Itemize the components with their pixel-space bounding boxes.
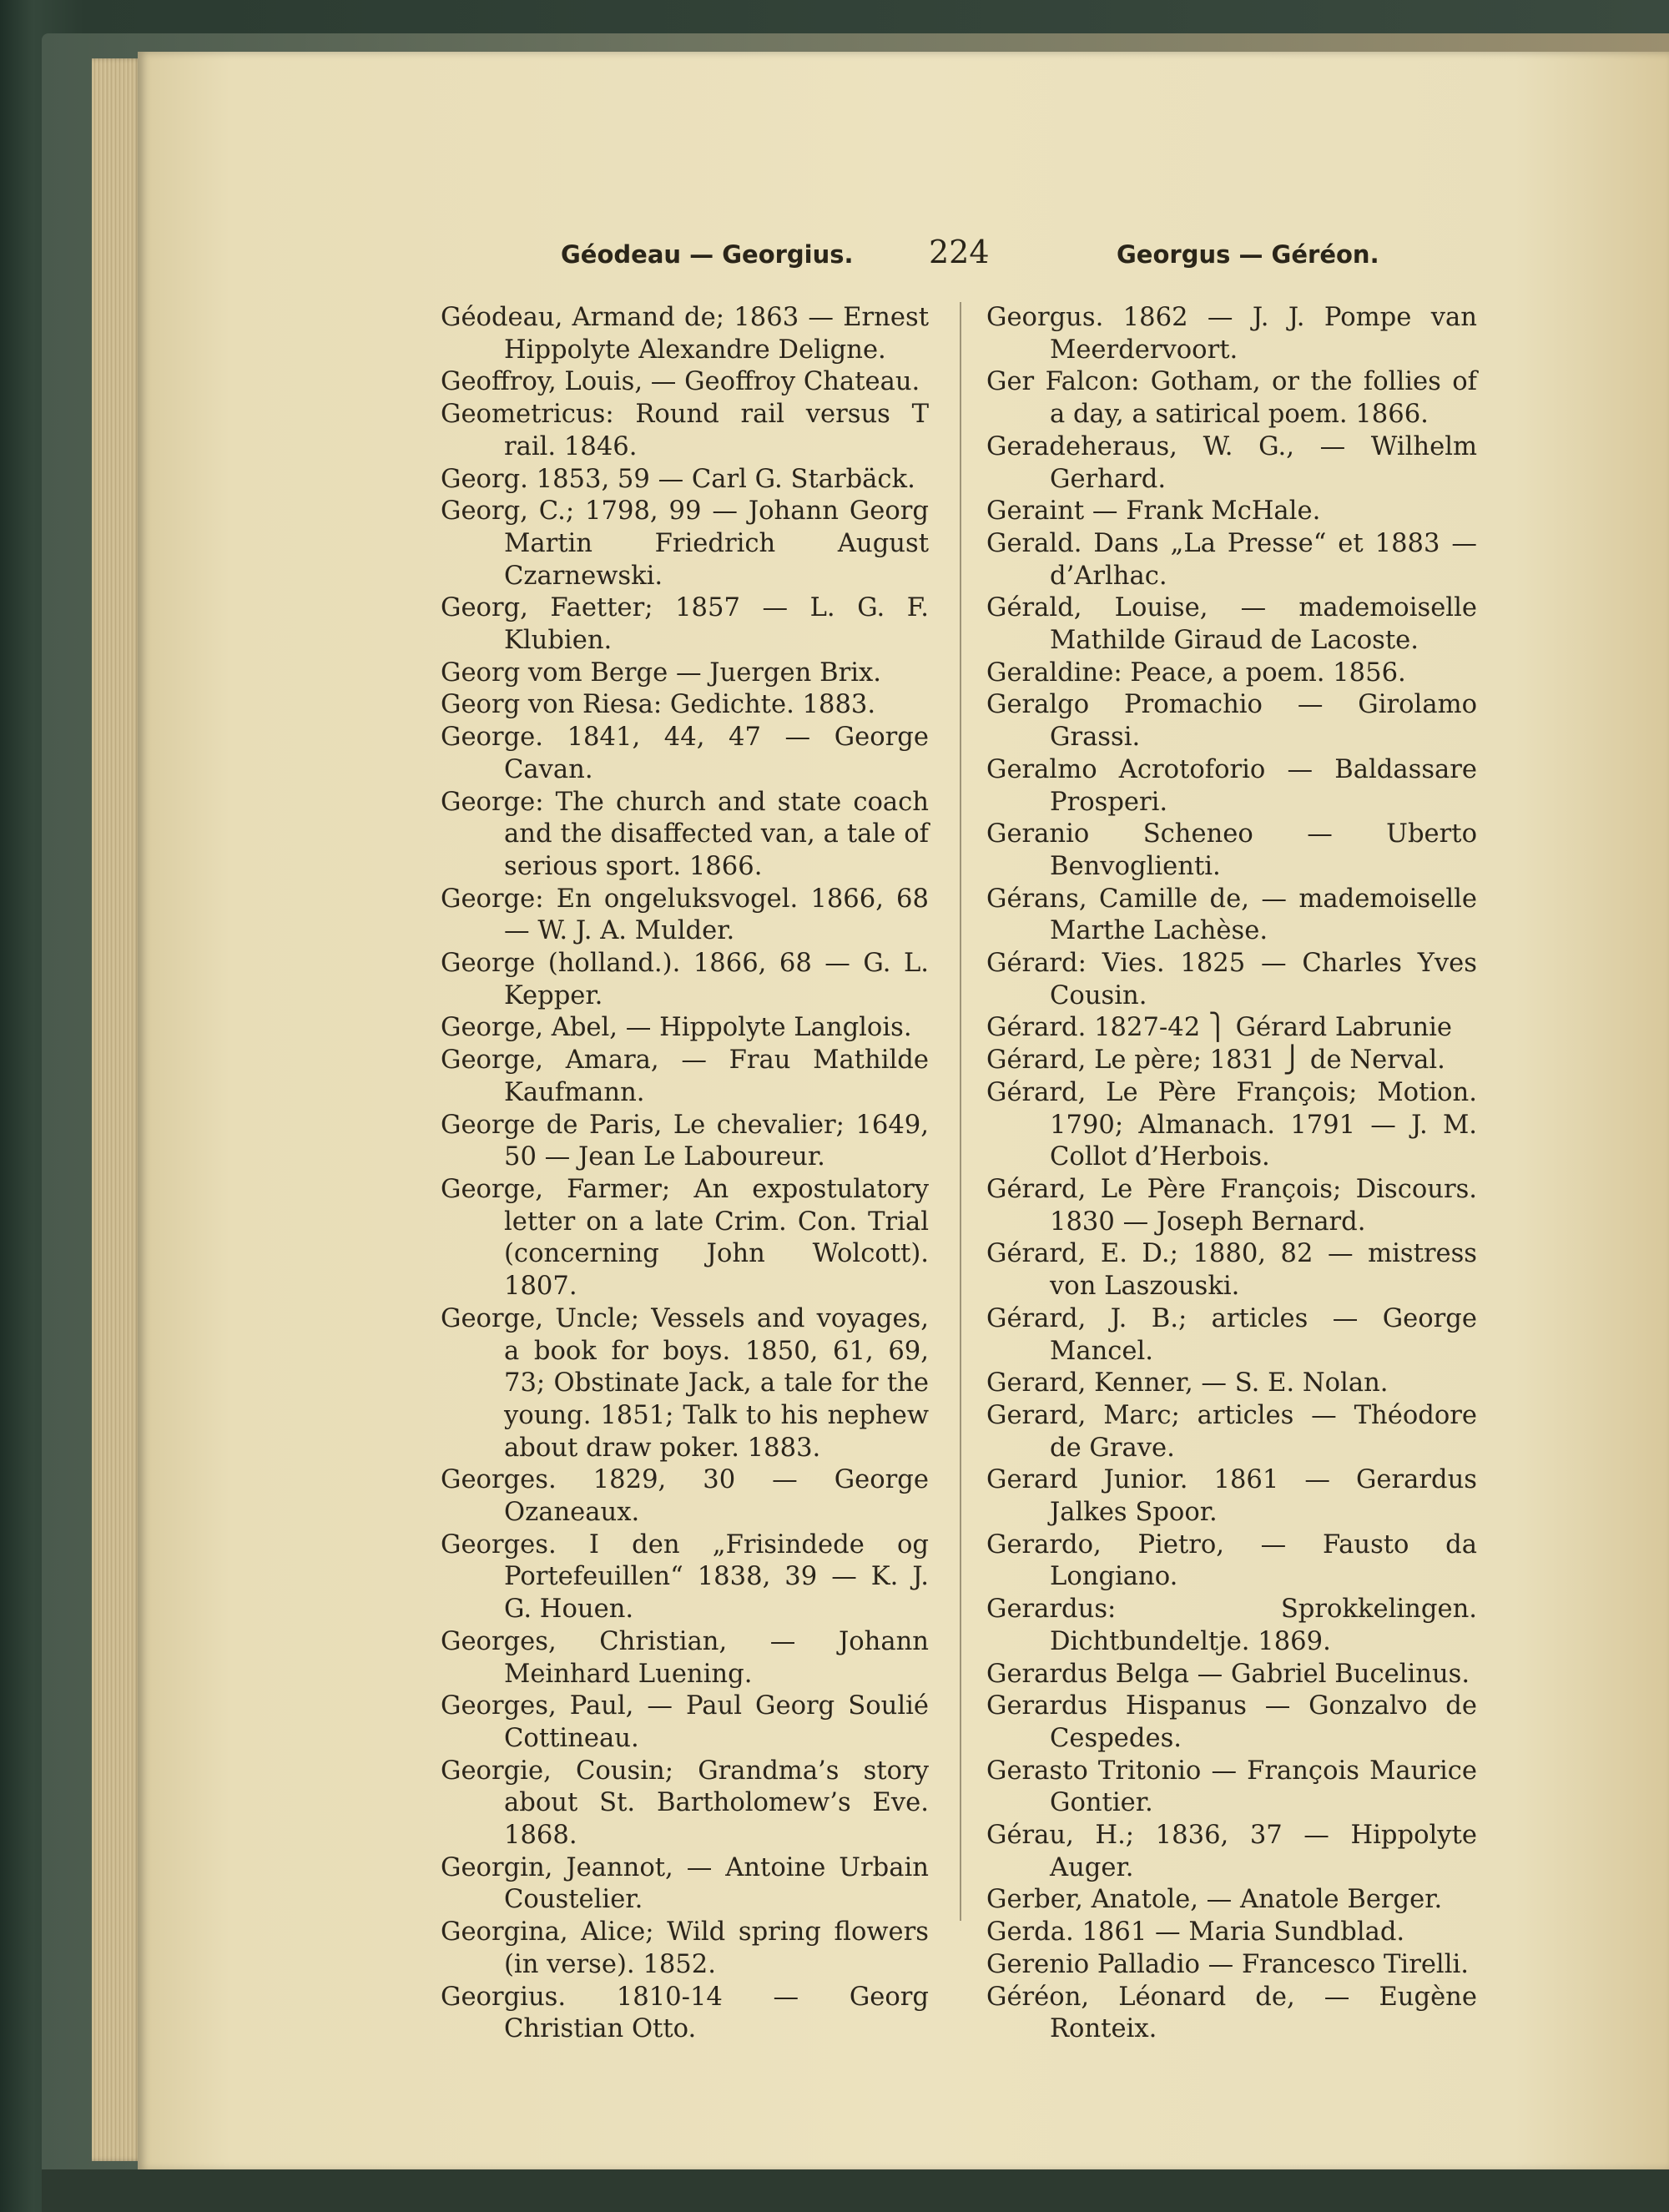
entry: Georg. 1853, 59 — Carl G. Starbäck. (441, 464, 915, 494)
entry: Gerasto Tritonio — François Maurice Gontier. (986, 1756, 1477, 1818)
entry: Georg von Riesa: Gedichte. 1883. (441, 690, 876, 720)
entry: Georgius. 1810-14 — Georg Christian Otto. (441, 1982, 929, 2044)
entry: Gerald. Dans „La Presse“ et 1883 — d’Arlhac. (986, 528, 1477, 591)
entry: Gerardus Hispanus — Gonzalvo de Cespedes. (986, 1691, 1477, 1753)
entry: Geranio Scheneo — Uberto Benvoglienti. (986, 819, 1477, 881)
entry: George: En ongeluksvogel. 1866, 68 — W. J. A. Mulder. (441, 884, 929, 946)
entry: Geralmo Acrotoforio — Baldassare Prosperi. (986, 754, 1477, 817)
entry: Georg, C.; 1798, 99 — Johann Georg Martin Friedrich August Czarnewski. (441, 496, 929, 591)
entry: Georg vom Berge — Juergen Brix. (441, 658, 881, 688)
entry: Georgie, Cousin; Grandma’s story about St. Bartholomew’s Eve. 1868. (441, 1756, 929, 1851)
entry: Geometricus: Round rail versus T rail. 1846. (441, 400, 929, 461)
entry: Gerard, Kenner, — S. E. Nolan. (986, 1368, 1389, 1398)
running-header (0, 234, 1669, 284)
entry: Gerardus: Sprokkelingen. Dichtbundeltje. 1869. (986, 1595, 1477, 1656)
entry: Geralgo Promachio — Girolamo Grassi. (986, 690, 1477, 753)
entry: Geraldine: Peace, a poem. 1856. (986, 658, 1406, 688)
entry: George: The church and state coach and the disaffected van, a tale of serious sport. 1866. (441, 787, 929, 881)
entry: Geradeheraus, W. G., — Wilhelm Gerhard. (986, 431, 1477, 494)
entry: Geoffroy, Louis, — Geoffroy Chateau. (441, 367, 920, 397)
entry: George (holland.). 1866, 68 — G. L. Kepper. (441, 949, 929, 1010)
entry: Gerber, Anatole, — Anatole Berger. (986, 1885, 1443, 1915)
entry: Gerenio Palladio — Francesco Tirelli. (986, 1949, 1470, 1979)
entry: Gerard Junior. 1861 — Gerardus Jalkes Spoor. (986, 1465, 1477, 1528)
entry: Gerda. 1861 — Maria Sundblad. (986, 1917, 1405, 1947)
entry: Georges, Paul, — Paul Georg Soulié Cottineau. (441, 1691, 929, 1753)
entry: Gérard, Le père; 1831 ⎭ de Nerval. (986, 1046, 1445, 1076)
entry: George. 1841, 44, 47 — George Cavan. (441, 723, 929, 784)
column-divider (960, 302, 961, 1921)
entry: Gerardo, Pietro, — Fausto da Longiano. (986, 1529, 1477, 1592)
entry: Georges. I den „Frisindede og Portefeuillen“ 1838, 39 — K. J. G. Houen. (441, 1529, 929, 1625)
entry: Gerard, Marc; articles — Théodore de Grave. (986, 1400, 1477, 1463)
entry: Georges, Christian, — Johann Meinhard Luening. (441, 1626, 929, 1689)
page-edges (92, 58, 142, 2161)
entry: Georg, Faetter; 1857 — L. G. F. Klubien. (441, 593, 929, 656)
entry: Geraint — Frank McHale. (986, 496, 1321, 527)
entry: Georgina, Alice; Wild spring flowers (in verse). 1852. (441, 1917, 929, 1979)
entry: Ger Falcon: Gotham, or the follies of a day, a satirical poem. 1866. (986, 367, 1477, 430)
book-bottom-edge (42, 2169, 1669, 2212)
entry: Georgus. 1862 — J. J. Pompe van Meerdervoort. (986, 303, 1477, 365)
entry: Gérard, E. D.; 1880, 82 — mistress von Laszouski. (986, 1239, 1477, 1302)
entry: Géréon, Léonard de, — Eugène Ronteix. (986, 1982, 1477, 2044)
right-column (986, 302, 1477, 2046)
entry: Gérans, Camille de, — mademoiselle Marthe Lachèse. (986, 884, 1477, 946)
entry: Gérard, Le Père François; Discours. 1830 — Joseph Bernard. (986, 1174, 1477, 1237)
entry: Gérald, Louise, — mademoiselle Mathilde Giraud de Lacoste. (986, 593, 1477, 656)
entry: Géodeau, Armand de; 1863 — Ernest Hippolyte Alexandre Deligne. (441, 303, 929, 365)
entry: Georgin, Jeannot, — Antoine Urbain Coustelier. (441, 1852, 929, 1915)
entry: Gérard, Le Père François; Motion. 1790; Almanach. 1791 — J. M. Collot d’Herbois. (986, 1077, 1477, 1172)
entry: Gérard: Vies. 1825 — Charles Yves Cousin. (986, 949, 1477, 1010)
entry: Gérau, H.; 1836, 37 — Hippolyte Auger. (986, 1821, 1477, 1882)
entry: Gérard, J. B.; articles — George Mancel. (986, 1303, 1477, 1366)
entry: George, Abel, — Hippolyte Langlois. (441, 1013, 912, 1043)
page-number: 224 (929, 234, 990, 270)
entry: Gerardus Belga — Gabriel Bucelinus. (986, 1659, 1470, 1689)
entry: Gérard. 1827-42 ⎫ Gérard Labrunie (986, 1013, 1452, 1043)
entry: George, Uncle; Vessels and voyages, a book for boys. 1850, 61, 69, 73; Obstinate Jack, a tale for the young. 1851; Talk to his nephew about draw poker. 1883. (441, 1303, 929, 1463)
entry: George, Amara, — Frau Mathilde Kaufmann. (441, 1046, 929, 1107)
entry: Georges. 1829, 30 — George Ozaneaux. (441, 1465, 929, 1528)
header-right: Georgus — Géréon. (1117, 240, 1379, 269)
left-column (441, 302, 929, 2046)
entry: George, Farmer; An expostulatory letter on a late Crim. Con. Trial (concerning John Wolcott). 1807. (441, 1174, 929, 1302)
entry: George de Paris, Le chevalier; 1649, 50 — Jean Le Laboureur. (441, 1110, 929, 1172)
header-left: Géodeau — Georgius. (561, 240, 854, 269)
